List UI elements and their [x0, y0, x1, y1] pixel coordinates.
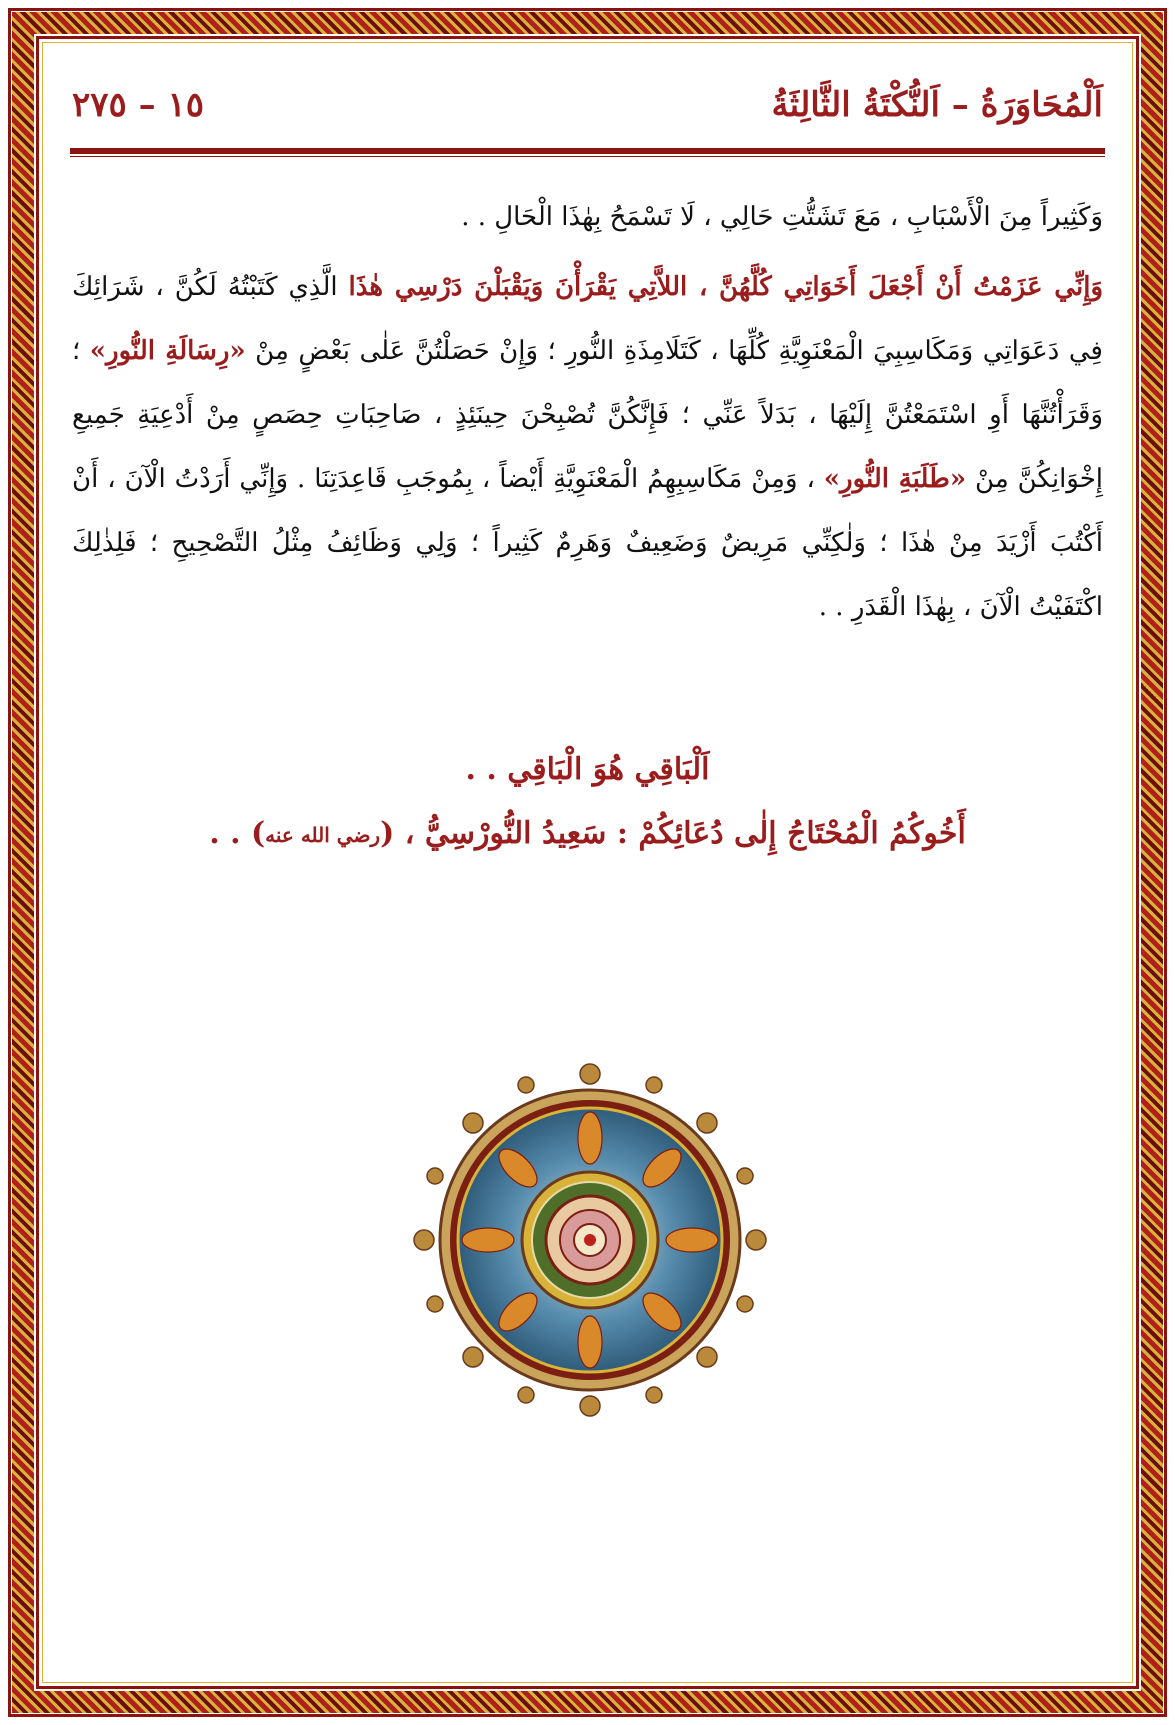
paragraph-text: الَّذِي كَتَبْتُهُ لَكُنَّ ، شَرَائِكَ فِي دَعَوَاتِي وَمَكَاسِبِيَ الْمَعْنَوِيَّةِ كُلِّهَا ، كَتَلَامِذَةِ النُّورِ ؛ وَإِنْ حَصَلْتُنَّ عَلٰى بَعْضٍ مِنْ	[72, 272, 1103, 366]
highlighted-text: وَإِنِّي عَزَمْتُ أَنْ أَجْعَلَ أَخَوَاتِي كُلَّهُنَّ ، اللاَّتِي يَقْرَأْنَ وَيَقْبَلْنَ دَرْسِي هٰذَا	[348, 272, 1103, 302]
paragraph-text: وَكَثِيراً مِنَ الْأَسْبَابِ ، مَعَ تَشَتُّتِ حَالِي ، لَا تَسْمَحُ بِهٰذَا الْحَالِ . .	[461, 202, 1103, 232]
paragraph-text: ؛ وَقَرَأْتُنَّهَا أَوِ اسْتَمَعْتُنَّ إِلَيْهَا ، بَدَلاً عَنِّي ؛ فَإِنَّكُنَّ تُصْبِحْنَ حِينَئِذٍ ، صَاحِبَاتِ حِصَصٍ مِنْ أَدْعِيَةِ جَمِيعِ إِخْوَانِكُنَّ مِنْ	[72, 336, 1104, 494]
rosette-ornament	[410, 1060, 770, 1420]
book-title: «رِسَالَةِ النُّورِ»	[89, 336, 246, 366]
honorific-seal: رضي الله عنه	[265, 823, 381, 847]
paragraph	[72, 255, 1103, 639]
paragraph-text: ، وَمِنْ مَكَاسِبِهِمُ الْمَعْنَوِيَّةِ أَيْضاً ، بِمُوجَبِ قَاعِدَتِنَا . وَإِنِّي أَرَدْتُ الْآنَ ، أَنْ أَكْتُبَ أَزْيَدَ مِنْ هٰذَا ؛ وَلٰكِنِّي مَرِيضٌ وَضَعِيفٌ وَهَرِمٌ كَثِيراً ؛ وَلِي وَظَائِفُ مِثْلُ التَّصْحِيحِ ؛ فَلِذٰلِكَ اكْتَفَيْتُ الْآنَ ، بِهٰذَا الْقَدَرِ . .	[72, 464, 1103, 622]
header-divider	[70, 148, 1105, 154]
page-title: اَلْمُحَاوَرَةُ – اَلنُّكْتَةُ الثَّالِثَةُ	[771, 85, 1103, 125]
book-title: «طَلَبَةِ النُّورِ»	[823, 464, 967, 494]
signature-end: ) . .	[209, 816, 266, 851]
paragraph	[72, 185, 1103, 249]
page-number: ١٥ – ٢٧٥	[72, 85, 205, 125]
closing-line: اَلْبَاقِي هُوَ الْبَاقِي . .	[465, 752, 710, 787]
page-header	[72, 80, 1103, 130]
body-text	[72, 185, 1103, 645]
signature-line	[72, 816, 1103, 851]
signature-text: أَخُوكُمُ الْمُحْتَاجُ إِلٰى دُعَائِكُمْ : سَعِيدُ النُّورْسِيُّ ، (	[380, 816, 966, 851]
